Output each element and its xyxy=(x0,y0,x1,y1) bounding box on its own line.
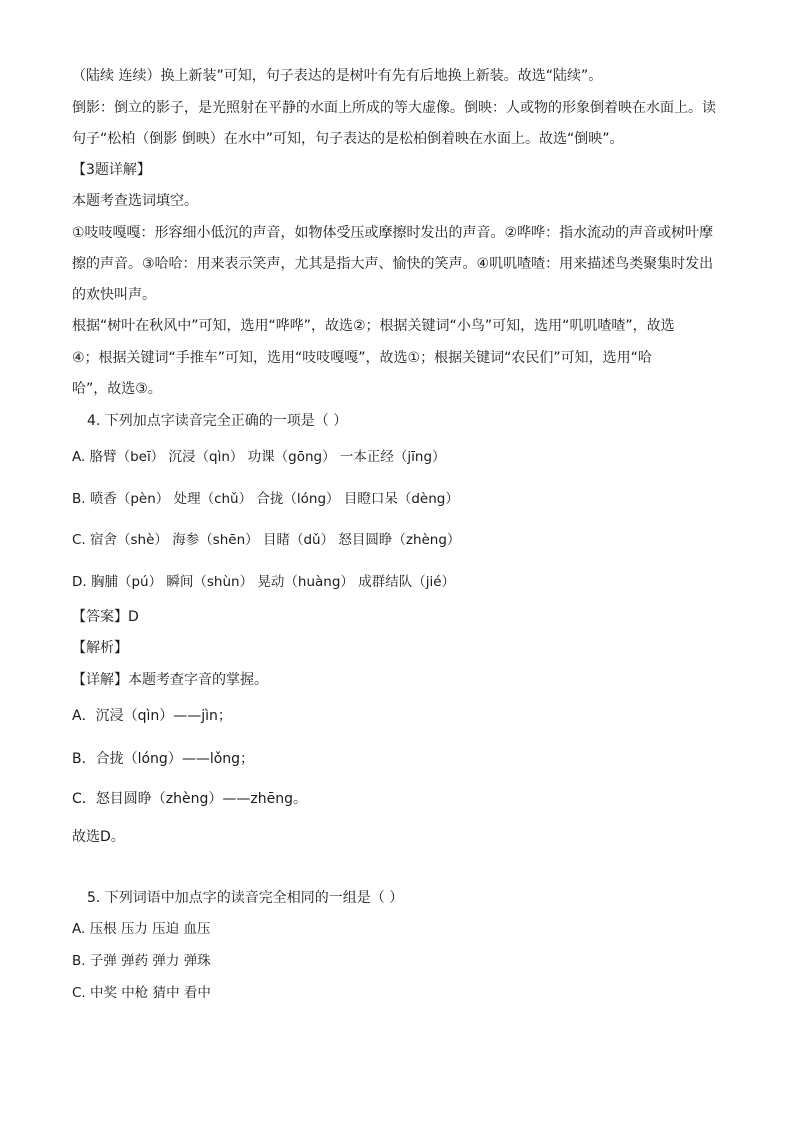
section-heading: 【3题详解】 xyxy=(72,162,151,178)
text-line: 擦的声音。③哈哈：用来表示笑声，尤其是指大声、愉快的笑声。④叽叽喳喳：用来描述鸟类聚集时发出 xyxy=(72,256,714,272)
answer-label: 【答案】D xyxy=(72,609,139,625)
question-5-option-a: A. 压根 压力 压迫 血压 xyxy=(72,921,211,937)
text-line: 本题考查选词填空。 xyxy=(72,193,198,209)
question-4-option-b: B. 喷香（pèn） 处理（chǔ） 合拢（lóng） 目瞪口呆（dèng） xyxy=(72,491,459,507)
text-line: 句子“松柏（倒影 倒映）在水中”可知，句子表达的是松柏倒着映在水面上。故选“倒映”。 xyxy=(72,131,624,147)
question-4-stem: 4. 下列加点字读音完全正确的一项是（ ） xyxy=(87,413,348,429)
text-line: ④；根据关键词“手推车”可知，选用“吱吱嘎嘎”，故选①；根据关键词“农民们”可知，选用“哈 xyxy=(72,350,652,366)
question-5-option-b: B. 子弹 弹药 弹力 弹珠 xyxy=(72,953,211,969)
text-line: 的欢快叫声。 xyxy=(72,287,156,303)
text-line: 根据“树叶在秋风中”可知，选用“哗哗”，故选②；根据关键词“小鸟”可知，选用“叽叽喳喳”，故选 xyxy=(72,318,675,334)
question-4-option-c: C. 宿舍（shè） 海参（shēn） 目睹（dǔ） 怒目圆睁（zhèng） xyxy=(72,532,461,548)
detail-item-b: B．合拢（lóng）——lǒng； xyxy=(72,751,255,767)
detail-line: 【详解】本题考查字音的掌握。 xyxy=(72,672,268,688)
text-line: ①吱吱嘎嘎：形容细小低沉的声音，如物体受压或摩擦时发出的声音。②哗哗：指水流动的声音或树叶摩 xyxy=(72,225,714,241)
question-5-option-c: C. 中奖 中枪 猜中 看中 xyxy=(72,985,211,1001)
question-5-stem: 5. 下列词语中加点字的读音完全相同的一组是（ ） xyxy=(87,890,404,906)
conclusion-line: 故选D。 xyxy=(72,829,125,845)
question-4-option-a: A. 胳臂（beī） 沉浸（qìn） 功课（gōng） 一本正经（jīng） xyxy=(72,449,446,465)
text-line: 倒影：倒立的影子，是光照射在平静的水面上所成的等大虚像。倒映：人或物的形象倒着映在水面上。读 xyxy=(72,100,716,116)
detail-item-c: C．怒目圆睁（zhèng）——zhēng。 xyxy=(72,791,307,807)
analysis-label: 【解析】 xyxy=(72,640,128,656)
text-line: （陆续 连续）换上新装”可知，句子表达的是树叶有先有后地换上新装。故选“陆续”。 xyxy=(72,68,603,84)
detail-item-a: A．沉浸（qìn）——jìn； xyxy=(72,708,232,724)
text-line: 哈”，故选③。 xyxy=(72,381,162,397)
question-4-option-d: D. 胸脯（pú） 瞬间（shùn） 晃动（huàng） 成群结队（jié） xyxy=(72,574,455,590)
